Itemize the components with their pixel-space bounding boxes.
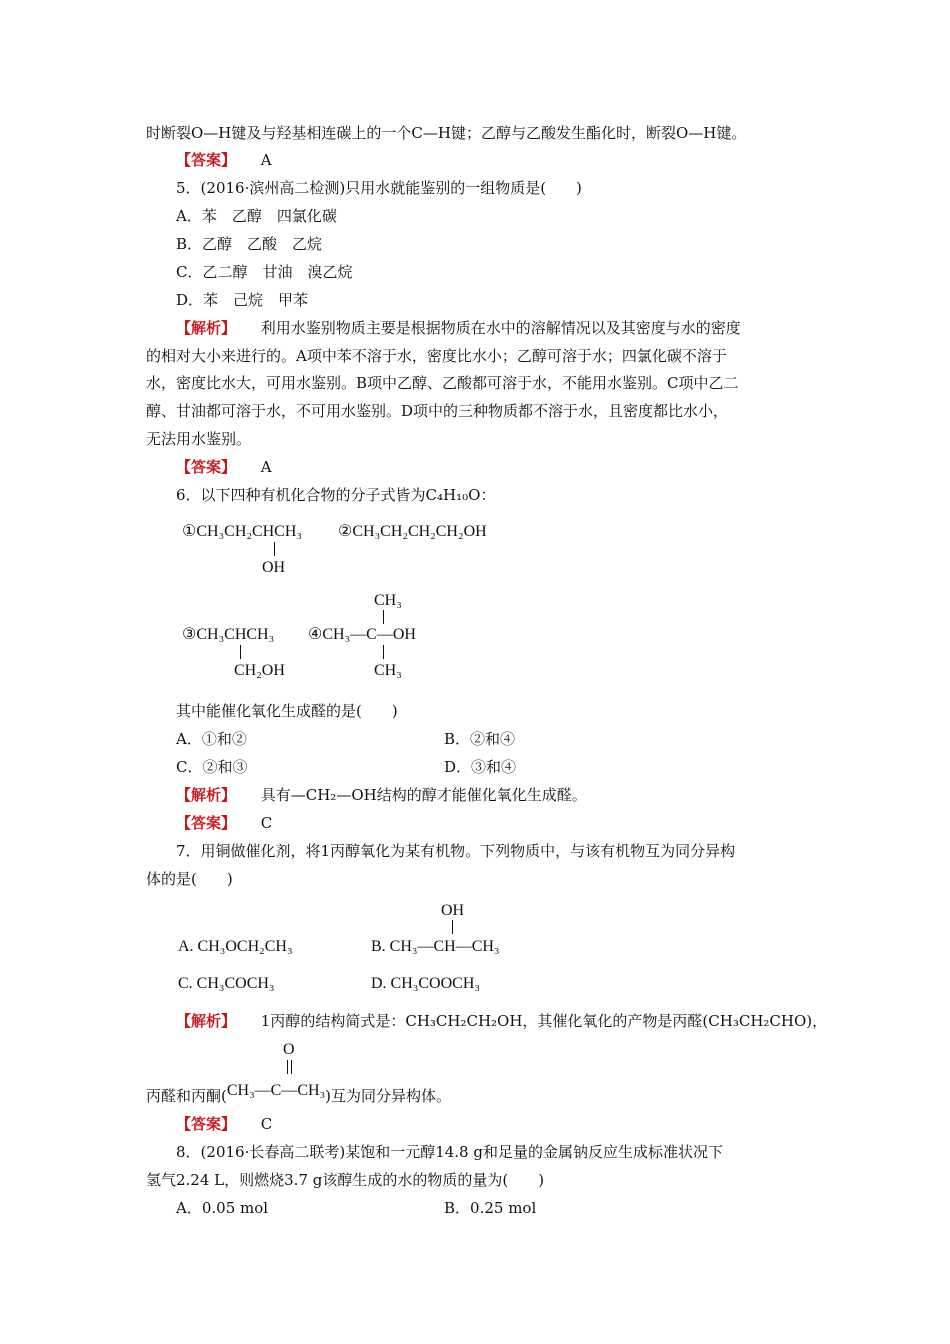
structure-3-formula: CH₃CHCH₃ (196, 626, 275, 643)
answer-value: C (260, 814, 273, 832)
q7-analysis-prefix: 丙醛和丙酮( (146, 1087, 227, 1105)
answer-value: A (260, 458, 272, 476)
ketone-formula: CH₃—C—CH₃ (226, 1082, 326, 1099)
q4-answer-row (176, 149, 272, 171)
bond-line (452, 920, 453, 934)
bond-line (383, 610, 384, 624)
q5-answer-row (176, 456, 272, 478)
analysis-label: 【解析】 (176, 1012, 237, 1030)
structure-2-number: ② (338, 523, 353, 540)
structure-4-formula: CH₃—C—OH (322, 626, 416, 643)
structure-1-substituent: OH (262, 559, 286, 576)
q6-answer-row (176, 812, 272, 834)
q7-option-d: D. CH₃COOCH₃ (371, 975, 480, 992)
structure-3 (182, 625, 274, 645)
q5-option-a: A．苯 乙醇 四氯化碳 (176, 207, 337, 225)
q7-stem-line-2: 体的是( ) (146, 870, 233, 888)
analysis-label: 【解析】 (176, 786, 237, 804)
q5-option-d: D．苯 己烷 甲苯 (176, 291, 309, 309)
q5-analysis-line-4: 醇、甘油都可溶于水，不可用水鉴别。D项中的三种物质都不溶于水，且密度都比水小， (146, 402, 729, 420)
q8-option-a: A．0.05 mol (176, 1199, 269, 1217)
q7-analysis-suffix: )互为同分异构体。 (325, 1087, 451, 1105)
structure-1-number: ① (182, 523, 197, 540)
structure-4-top: CH₃ (374, 592, 402, 609)
q6-analysis-row (176, 784, 587, 806)
answer-value: C (260, 1115, 273, 1133)
q5-stem: 5．(2016·滨州高二检测)只用水就能鉴别的一组物质是( ) (176, 179, 582, 197)
q6-analysis-text: 具有—CH₂—OH结构的醇才能催化氧化生成醛。 (260, 786, 587, 804)
structure-4 (308, 625, 416, 645)
structure-4-number: ④ (308, 626, 323, 643)
q5-analysis-line-5: 无法用水鉴别。 (146, 430, 252, 448)
structure-3-number: ③ (182, 626, 197, 643)
q7-analysis-row (176, 1010, 827, 1032)
bond-line (274, 542, 275, 556)
bond-line (240, 645, 241, 659)
double-bond-line (291, 1060, 292, 1074)
q5-analysis-line-3: 水，密度比水大，可用水鉴别。B项中乙醇、乙酸都可溶于水，不能用水鉴别。C项中乙二 (146, 374, 739, 392)
q5-analysis-line-2: 的相对大小来进行的。A项中苯不溶于水，密度比水小；乙醇可溶于水；四氯化碳不溶于 (146, 347, 727, 365)
answer-value: A (260, 151, 272, 169)
q6-option-d: D．③和④ (444, 758, 517, 776)
q6-option-a: A．①和② (176, 730, 247, 748)
structure-3-substituent: CH₂OH (234, 662, 285, 679)
q8-option-b: B．0.25 mol (444, 1199, 537, 1217)
structure-4-bottom: CH₃ (374, 662, 402, 679)
q8-stem-line-1: 8．(2016·长春高二联考)某饱和一元醇14.8 g和足量的金属钠反应生成标准状况下 (176, 1143, 723, 1161)
q5-option-c: C．乙二醇 甘油 溴乙烷 (176, 263, 353, 281)
q7-option-b-substituent: OH (441, 902, 465, 919)
q5-analysis-row (176, 317, 741, 339)
structure-1-formula: CH₃CH₂CHCH₃ (196, 523, 302, 540)
structure-1 (182, 522, 302, 542)
q7-option-b-formula: CH₃—CH—CH₃ (389, 938, 500, 955)
q6-option-b: B．②和④ (444, 730, 516, 748)
double-bond-line (287, 1060, 288, 1074)
q7-option-c: C. CH₃COCH₃ (178, 975, 275, 992)
q6-question: 其中能催化氧化生成醛的是( ) (176, 702, 398, 720)
q6-option-c: C．②和③ (176, 758, 248, 776)
q6-stem: 6．以下四种有机化合物的分子式皆为C₄H₁₀O： (176, 486, 496, 504)
q7-option-b (371, 937, 500, 957)
answer-label: 【答案】 (176, 151, 237, 169)
q5-option-b: B．乙醇 乙酸 乙烷 (176, 235, 323, 253)
answer-label: 【答案】 (176, 814, 237, 832)
bond-line (383, 645, 384, 659)
structure-2-formula: CH₃CH₂CH₂CH₂OH (352, 523, 487, 540)
q7-option-a: A. CH₃OCH₂CH₃ (178, 938, 293, 955)
structure-2 (338, 522, 487, 542)
intro-line: 时断裂O—H键及与羟基相连碳上的一个C—H键；乙醇与乙酸发生酯化时，断裂O—H键。 (146, 124, 747, 142)
ketone-oxygen: O (283, 1041, 295, 1058)
analysis-label: 【解析】 (176, 319, 237, 337)
q5-analysis-line-1: 利用水鉴别物质主要是根据物质在水中的溶解情况以及其密度与水的密度 (260, 319, 741, 337)
q7-stem-line-1: 7．用铜做催化剂，将1丙醇氧化为某有机物。下列物质中，与该有机物互为同分异构 (176, 842, 736, 860)
q8-stem-line-2: 氢气2.24 L，则燃烧3.7 g该醇生成的水的物质的量为( ) (146, 1171, 545, 1189)
answer-label: 【答案】 (176, 1115, 237, 1133)
q7-analysis-line-2 (146, 1082, 451, 1107)
q7-answer-row (176, 1113, 272, 1135)
q7-analysis-text: 1丙醇的结构简式是：CH₃CH₂CH₂OH，其催化氧化的产物是丙醛(CH₃CH₂CHO)， (260, 1012, 828, 1030)
q7-option-b-letter: B. (371, 938, 390, 955)
answer-label: 【答案】 (176, 458, 237, 476)
